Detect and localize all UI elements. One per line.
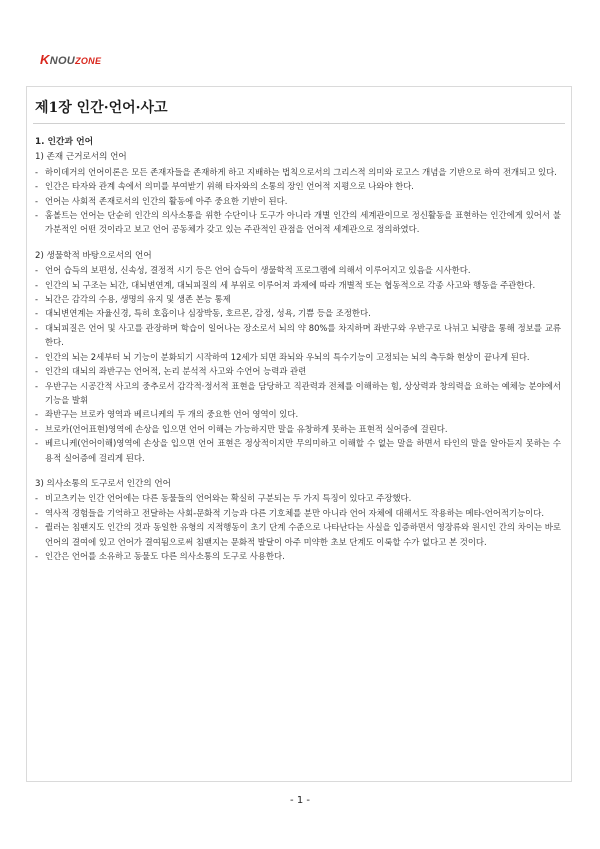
document-body (35, 135, 561, 563)
subsection-title: 2) 생물학적 바탕으로서의 언어 (35, 250, 152, 261)
list-item-text: 대뇌피질은 언어 및 사고를 관장하며 학습이 일어나는 장소로서 뇌의 약 80%를 차지하며 좌반구와 우반구로 나뉘고 뇌량을 통해 정보를 교류한다. (45, 322, 561, 348)
list-item-text: 좌반구는 브로카 영역과 베르니케의 두 개의 중요한 언어 영역이 있다. (45, 409, 299, 420)
title-divider (33, 123, 565, 124)
list-item: - 언어는 사회적 존재로서의 인간의 활동에 아주 중요한 기반이 된다. (35, 195, 288, 206)
list-item: - 우반구는 시공간적 사고의 중추로서 감각적·정서적 표현을 담당하고 직관력과 전체를 이해하는 힘, 상상력과 창의력을 요하는 예체능 분야에서 기능을 발휘 (35, 380, 561, 405)
chapter-title: 제1장 인간·언어·사고 (35, 100, 168, 116)
logo-k: K (40, 52, 50, 67)
list-item-text: 퀄러는 침팬지도 인간의 것과 동일한 유형의 지적행동이 초기 단계 수준으로 나타난다는 사실을 입증하면서 영장류와 원시인 간의 차이는 바로 언어의 결여에 있고 언어가 결여됨으로써 침팬지는 문화적 발달이 아주 미약한 초보 단계도 이룩할 수가 없다고 본 것이다. (45, 522, 561, 547)
list-item-text: 훔볼트는 언어는 단순히 인간의 의사소통을 위한 수단이나 도구가 아니라 개별 인간의 세계관이므로 정신활동을 표현하는 인간에게 있어서 불가분적인 어떤 것이라고 보고 언어 공동체가 갖고 있는 주관적인 관점을 언어적 세계관으로 정의하였다. (45, 210, 561, 235)
list-item-text: 하이데거의 언어이론은 모든 존재자들을 존재하게 하고 지배하는 법칙으로서의 그리스적 의미와 로고스 개념을 기반으로 하여 전개되고 있다. (45, 166, 557, 177)
knouzone-logo (40, 52, 101, 67)
list-item: - 비고츠키는 인간 언어에는 다른 동물들의 언어와는 확실히 구분되는 두 가지 특징이 있다고 주장했다. (35, 493, 412, 504)
list-item-text: 베르니케(언어이해)영역에 손상을 입으면 언어 표현은 정상적이지만 무의미하고 이해할 수 없는 말을 하면서 타인의 말을 알아듣지 못하는 수용적 실어증에 걸리게 된다. (45, 438, 561, 463)
list-item: - 인간의 뇌는 2세부터 뇌 기능이 분화되기 시작하여 12세가 되면 좌뇌와 우뇌의 특수기능이 고정되는 뇌의 측두화 현상이 끝나게 된다. (35, 351, 530, 362)
list-item-text: 언어 습득의 보편성, 신속성, 결정적 시기 등은 언어 습득이 생물학적 프로그램에 의해서 이루어지고 있음을 시사한다. (45, 265, 471, 276)
list-item-text: 비고츠키는 인간 언어에는 다른 동물들의 언어와는 확실히 구분되는 두 가지 특징이 있다고 주장했다. (45, 493, 412, 504)
logo-nou: NOU (49, 55, 76, 67)
list-item-text: 대뇌변연계는 자율신경, 특히 호흡이나 심장박동, 호르몬, 감정, 성욕, 기쁨 등을 조정한다. (45, 308, 371, 319)
list-item: - 뇌간은 감각의 수용, 생명의 유지 및 생존 본능 통제 (35, 294, 231, 305)
list-item: - 퀄러는 침팬지도 인간의 것과 동일한 유형의 지적행동이 초기 단계 수준으로 나타난다는 사실을 입증하면서 영장류와 원시인 간의 차이는 바로 언어의 결여에 있고 언어가 결여됨으로써 침팬지는 문화적 발달이 아주 미약한 초보 단계도 이룩할 수가 없다고 본 것이다. (35, 522, 561, 547)
list-item: - 인간은 타자와 관계 속에서 의미를 부여받기 위해 타자와의 소통의 장인 언어적 지평으로 나와야 한다. (35, 181, 414, 192)
list-item-text: 뇌간은 감각의 수용, 생명의 유지 및 생존 본능 통제 (45, 294, 231, 305)
list-item-text: 인간의 뇌는 2세부터 뇌 기능이 분화되기 시작하여 12세가 되면 좌뇌와 우뇌의 특수기능이 고정되는 뇌의 측두화 현상이 끝나게 된다. (45, 351, 530, 362)
list-item: - 역사적 경험들을 기억하고 전달하는 사회-문화적 기능과 다른 기호체를 분만 아니라 언어 자체에 대해서도 작용하는 메타-언어적기능이다. (35, 507, 545, 518)
list-item: - 훔볼트는 언어는 단순히 인간의 의사소통을 위한 수단이나 도구가 아니라 개별 인간의 세계관이므로 정신활동을 표현하는 인간에게 있어서 불가분적인 어떤 것이라고 보고 언어 공동체가 갖고 있는 주관적인 관점을 언어적 세계관으로 정의하였다. (35, 210, 561, 235)
list-item: - 인간의 대뇌의 좌반구는 언어적, 논리 분석적 사고와 수언어 능력과 관련 (35, 366, 307, 377)
list-item-text: 인간은 언어를 소유하고 동물도 다른 의사소통의 도구로 사용한다. (45, 550, 285, 561)
bullet-list (35, 165, 561, 237)
list-item-text: 인간의 뇌 구조는 뇌간, 대뇌변연계, 대뇌피질의 세 부위로 이루어져 과제에 따라 개별적 또는 협동적으로 각종 사고와 행동을 주관한다. (45, 279, 536, 290)
section-heading: 1. 인간과 언어 (35, 137, 94, 147)
list-item-text: 언어는 사회적 존재로서의 인간의 활동에 아주 중요한 기반이 된다. (45, 195, 288, 206)
list-item: - 언어 습득의 보편성, 신속성, 결정적 시기 등은 언어 습득이 생물학적 프로그램에 의해서 이루어지고 있음을 시사한다. (35, 265, 471, 276)
page-number: - 1 - (290, 795, 310, 806)
bullet-list (35, 491, 561, 563)
list-item-text: 브로카(언어표현)영역에 손상을 입으면 언어 이해는 가능하지만 말을 유창하게 못하는 표현적 실어증에 걸린다. (45, 423, 448, 434)
logo-zone: ZONE (75, 56, 102, 66)
subsection-title: 3) 의사소통의 도구로서 인간의 언어 (35, 478, 171, 489)
list-item-text: 역사적 경험들을 기억하고 전달하는 사회-문화적 기능과 다른 기호체를 분만 아니라 언어 자체에 대해서도 작용하는 메타-언어적기능이다. (45, 507, 545, 518)
list-item-text: 인간의 대뇌의 좌반구는 언어적, 논리 분석적 사고와 수언어 능력과 관련 (45, 366, 307, 377)
list-item: - 좌반구는 브로카 영역과 베르니케의 두 개의 중요한 언어 영역이 있다. (35, 409, 299, 420)
list-item: - 대뇌변연계는 자율신경, 특히 호흡이나 심장박동, 호르몬, 감정, 성욕, 기쁨 등을 조정한다. (35, 308, 371, 319)
list-item: - 하이데거의 언어이론은 모든 존재자들을 존재하게 하고 지배하는 법칙으로서의 그리스적 의미와 로고스 개념을 기반으로 하여 전개되고 있다. (35, 166, 557, 177)
page-frame (26, 86, 572, 782)
list-item-text: 인간은 타자와 관계 속에서 의미를 부여받기 위해 타자와의 소통의 장인 언어적 지평으로 나와야 한다. (45, 181, 414, 192)
list-item: - 브로카(언어표현)영역에 손상을 입으면 언어 이해는 가능하지만 말을 유창하게 못하는 표현적 실어증에 걸린다. (35, 423, 448, 434)
list-item: - 인간은 언어를 소유하고 동물도 다른 의사소통의 도구로 사용한다. (35, 550, 285, 561)
list-item-text: 우반구는 시공간적 사고의 중추로서 감각적·정서적 표현을 담당하고 직관력과 전체를 이해하는 힘, 상상력과 창의력을 요하는 예체능 분야에서 기능을 발휘 (45, 380, 561, 405)
bullet-list (35, 263, 561, 465)
list-item: - 베르니케(언어이해)영역에 손상을 입으면 언어 표현은 정상적이지만 무의미하고 이해할 수 없는 말을 하면서 타인의 말을 알아듣지 못하는 수용적 실어증에 걸리게 된다. (35, 438, 561, 463)
subsection-title: 1) 존재 근거로서의 언어 (35, 152, 127, 163)
list-item: - 인간의 뇌 구조는 뇌간, 대뇌변연계, 대뇌피질의 세 부위로 이루어져 과제에 따라 개별적 또는 협동적으로 각종 사고와 행동을 주관한다. (35, 279, 536, 290)
list-item: - 대뇌피질은 언어 및 사고를 관장하며 학습이 일어나는 장소로서 뇌의 약 80%를 차지하며 좌반구와 우반구로 나뉘고 뇌량을 통해 정보를 교류한다. (35, 322, 561, 348)
